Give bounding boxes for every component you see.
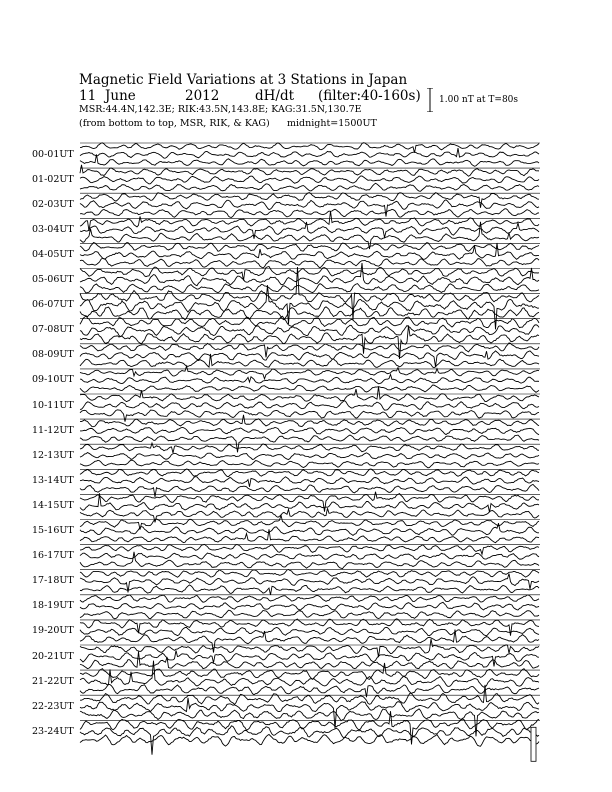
hour-label: 02-03UT: [32, 198, 74, 210]
filter-label: (filter:40-160s): [318, 88, 421, 104]
midnight-note: midnight=1500UT: [287, 118, 377, 129]
trace-msr: [80, 316, 539, 328]
trace-kag: [80, 284, 539, 293]
hour-label: 07-08UT: [32, 324, 74, 336]
trace-rik: [80, 176, 539, 184]
scale-label: 1.00 nT at T=80s: [439, 95, 519, 105]
trace-msr: [80, 165, 539, 176]
trace-msr: [80, 415, 539, 427]
date-day: 11: [79, 88, 97, 104]
hour-label: 05-06UT: [32, 274, 74, 286]
trace-rik: [80, 602, 539, 610]
trace-msr: [80, 443, 539, 453]
trace-kag: [80, 209, 539, 218]
date-month: June: [105, 88, 136, 104]
hour-label: 14-15UT: [32, 499, 74, 511]
hour-label: 18-19UT: [32, 600, 74, 612]
trace-msr: [80, 515, 539, 529]
trace-kag: [80, 508, 539, 522]
hour-label: 11-12UT: [32, 424, 74, 436]
date-year: 2012: [185, 88, 220, 104]
trace-rik: [80, 427, 539, 434]
trace-msr: [80, 619, 539, 636]
hour-label: 16-17UT: [32, 550, 74, 562]
hour-label: 20-21UT: [32, 650, 74, 662]
trace-rik: [80, 351, 539, 367]
hour-label: 03-04UT: [32, 223, 74, 235]
trace-rik: [80, 374, 539, 383]
hour-label: 21-22UT: [32, 675, 74, 687]
quantity-label: dH/dt: [255, 88, 295, 104]
trace-kag: [80, 552, 539, 569]
trace-rik: [80, 627, 539, 636]
trace-rik: [80, 651, 539, 667]
hour-label: 15-16UT: [32, 525, 74, 537]
end-marker: [531, 727, 536, 761]
trace-msr: [80, 343, 539, 357]
station-coordinates: MSR:44.4N,142.3E; RIK:43.5N,143.8E; KAG:31.5N,130.7E: [79, 104, 362, 115]
trace-kag: [80, 734, 539, 746]
hour-label: 19-20UT: [32, 625, 74, 637]
hour-label: 23-24UT: [32, 725, 74, 737]
hour-label: 01-02UT: [32, 173, 74, 185]
trace-kag: [80, 385, 539, 392]
trace-msr: [80, 570, 539, 578]
trace-msr: [80, 243, 539, 252]
trace-kag: [80, 484, 539, 497]
trace-rik: [80, 523, 539, 535]
chart-title: Magnetic Field Variations at 3 Stations in Japan: [79, 72, 408, 88]
trace-kag: [80, 460, 539, 468]
trace-kag: [80, 222, 539, 249]
hour-label: 13-14UT: [32, 474, 74, 486]
trace-kag: [80, 410, 539, 422]
hour-label: 17-18UT: [32, 575, 74, 587]
trace-kag: [80, 307, 539, 320]
trace-kag: [80, 258, 539, 268]
hour-label: 06-07UT: [32, 299, 74, 311]
hour-label: 04-05UT: [32, 248, 74, 260]
hour-label: 09-10UT: [32, 374, 74, 386]
hour-label: 08-09UT: [32, 349, 74, 361]
trace-msr: [80, 469, 539, 477]
trace-rik: [80, 574, 539, 593]
trace-rik: [80, 148, 539, 158]
hour-label: 22-23UT: [32, 700, 74, 712]
trace-msr: [80, 544, 539, 554]
trace-kag: [80, 610, 539, 619]
trace-rik: [80, 401, 539, 410]
hour-label: 10-11UT: [32, 399, 74, 411]
trace-rik: [80, 661, 539, 687]
trace-rik: [80, 553, 539, 559]
trace-kag: [80, 630, 539, 653]
trace-rik: [80, 698, 539, 729]
trace-msr: [80, 711, 539, 744]
hour-label: 12-13UT: [32, 449, 74, 461]
trace-msr: [80, 366, 539, 379]
trace-msr: [80, 143, 539, 153]
trace-kag: [80, 585, 539, 595]
trace-kag: [80, 183, 539, 191]
trace-kag: [80, 154, 539, 166]
trace-msr: [80, 595, 539, 602]
trace-rik: [80, 453, 539, 460]
hour-label: 00-01UT: [32, 148, 74, 160]
trace-msr: [80, 685, 539, 704]
trace-rik: [80, 263, 539, 286]
trace-msr: [80, 663, 539, 680]
station-order-note: (from bottom to top, MSR, RIK, & KAG): [79, 118, 270, 129]
